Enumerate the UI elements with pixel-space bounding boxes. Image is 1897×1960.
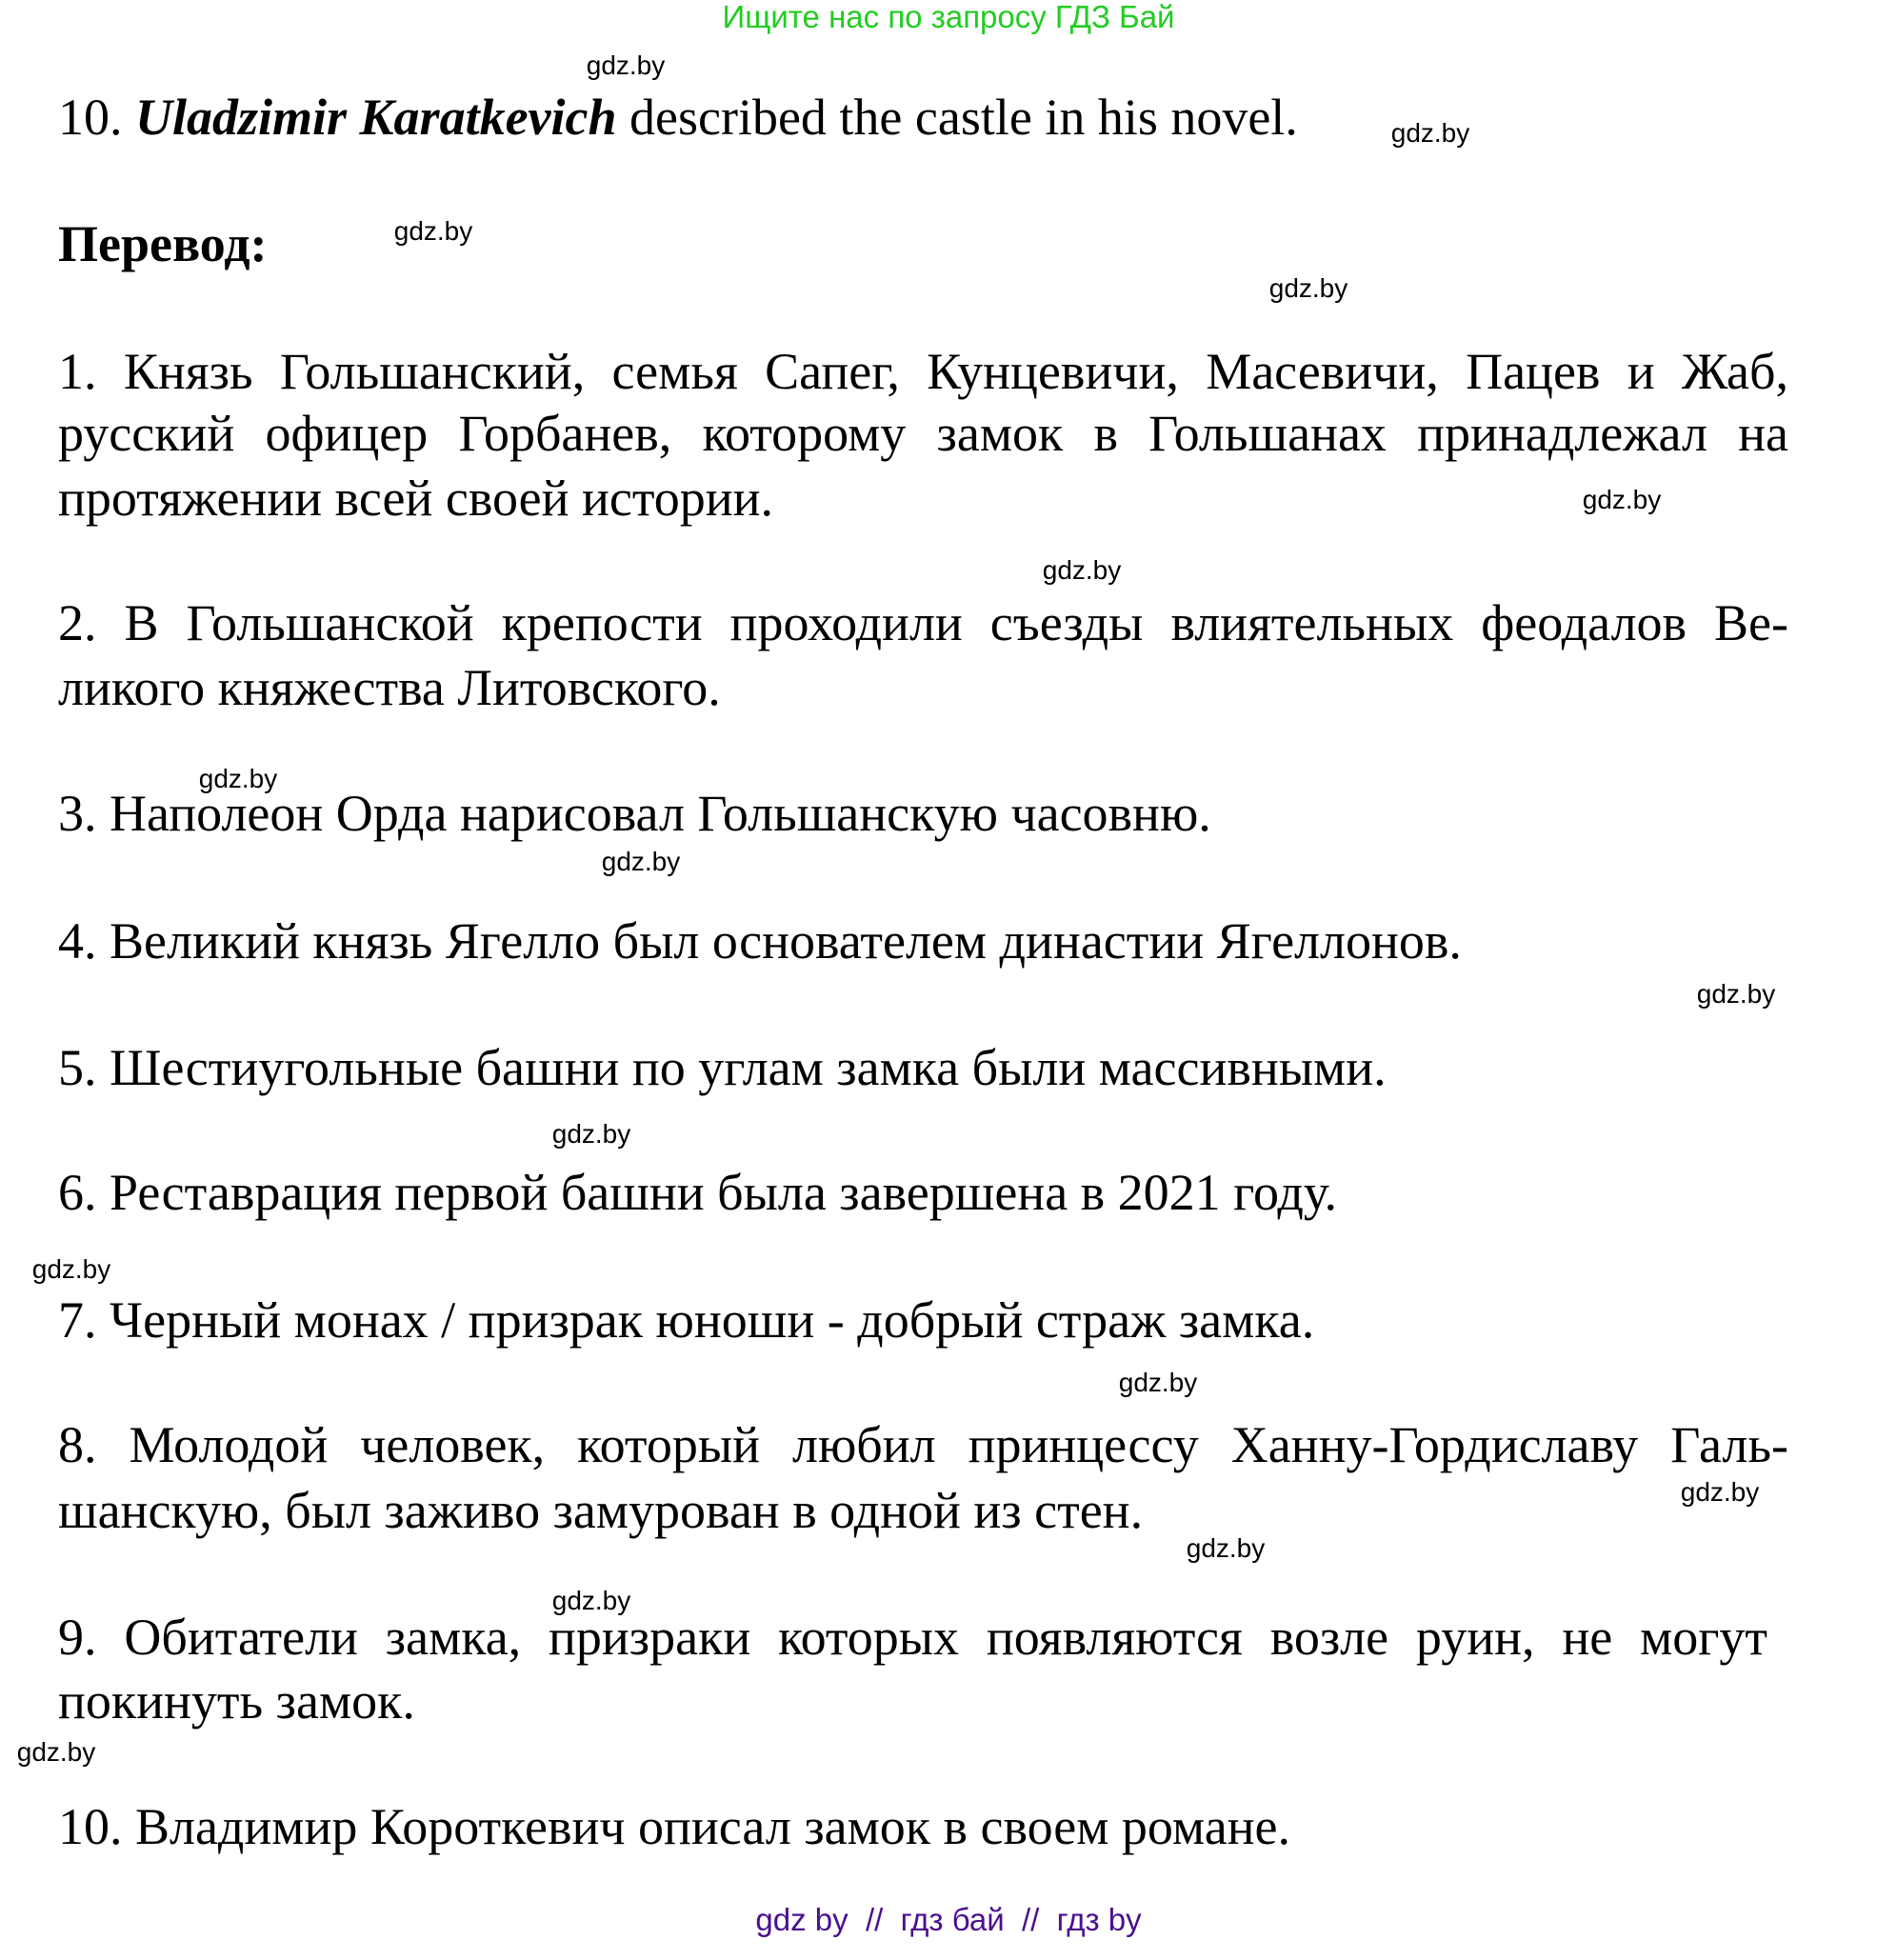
watermark: gdz.by [586, 50, 666, 80]
translation-line: протяжении всей своей истории. [58, 470, 774, 527]
search-prompt-banner: Ищите нас по запросу ГДЗ Бай [722, 0, 1175, 34]
watermark: gdz.by [1186, 1533, 1266, 1563]
watermark: gdz.by [551, 1119, 631, 1149]
translation-line: 7. Черный монах / призрак юноши - добрый страж замка. [58, 1291, 1315, 1349]
watermark: gdz.by [1118, 1368, 1198, 1397]
watermark: gdz.by [551, 1586, 631, 1615]
translation-title: Перевод: [58, 215, 268, 272]
watermark: gdz.by [31, 1254, 111, 1284]
translation-line: 10. Владимир Короткевич описал замок в своем романе. [58, 1798, 1291, 1855]
translation-line: 6. Реставрация первой башни была завершена в 2021 году. [58, 1164, 1337, 1221]
watermark: gdz.by [1696, 979, 1776, 1009]
watermark: gdz.by [1042, 555, 1122, 585]
translation-line: покинуть замок. [58, 1672, 415, 1730]
footer-links: gdz by // гдз бай // гдз by [755, 1902, 1142, 1937]
translation-line: шанскую, был заживо замурован в одной из стен. [58, 1482, 1144, 1539]
translation-line: 5. Шестиугольные башни по углам замка были массивными. [58, 1039, 1387, 1096]
translation-line: 3. Наполеон Орда нарисовал Гольшанскую часовню. [58, 785, 1211, 842]
translation-line: ликого княжества Литовского. [58, 659, 721, 716]
translation-line: 1. Князь Гольшанский, семья Сапег, Кунцевичи, Масевичи, Пацев и Жаб, [58, 343, 1788, 400]
watermark: gdz.by [16, 1737, 96, 1767]
translation-line: 2. В Гольшанской крепости проходили съезды влиятельных феодалов Ве- [58, 594, 1788, 651]
author-name: Uladzimir Karatkevich [135, 89, 617, 146]
watermark: gdz.by [1268, 273, 1348, 303]
translation-line: 9. Обитатели замка, призраки которых появляются возле руин, не могут [58, 1609, 1767, 1666]
watermark: gdz.by [198, 764, 278, 793]
watermark: gdz.by [601, 847, 681, 876]
watermark: gdz.by [1582, 485, 1662, 514]
watermark: gdz.by [1390, 118, 1470, 148]
translation-line: 8. Молодой человек, который любил принцессу Ханну-Гордиславу Галь- [58, 1416, 1788, 1473]
item-number: 10. [58, 89, 123, 146]
translation-line: русский офицер Горбанев, которому замок в Гольшанах принадлежал на [58, 405, 1788, 462]
translation-line: 4. Великий князь Ягелло был основателем династии Ягеллонов. [58, 912, 1462, 970]
watermark: gdz.by [393, 216, 473, 246]
item-text: described the castle in his novel. [629, 89, 1298, 146]
watermark: gdz.by [1680, 1477, 1760, 1507]
english-item-10 [58, 87, 1298, 148]
